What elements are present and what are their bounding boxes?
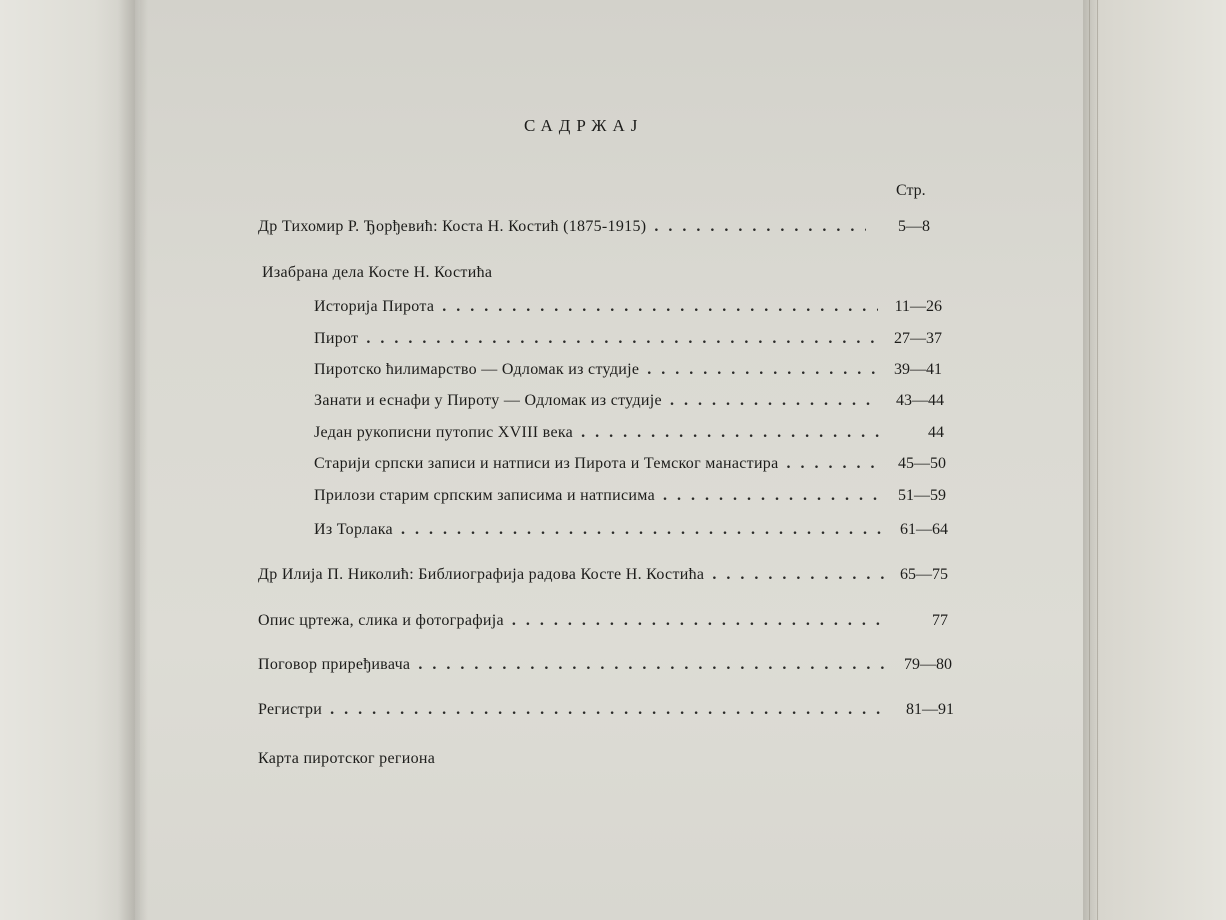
toc-entry-pages: 51—59 — [898, 487, 946, 504]
toc-entry-title: Из Торлака — [314, 521, 393, 538]
toc-entry-pages: 77 — [932, 612, 948, 629]
toc-entry-pages: 79—80 — [904, 656, 952, 673]
toc-leader-dots — [330, 701, 890, 719]
toc-entry-pages: 5—8 — [898, 218, 930, 235]
toc-entry-pages: 27—37 — [894, 330, 942, 347]
toc-entry-title: Опис цртежа, слика и фотографија — [258, 612, 504, 629]
toc-entry-pages: 65—75 — [900, 566, 948, 583]
toc-leader-dots — [654, 218, 866, 236]
toc-entry-title: Др Илија П. Николић: Библиографија радова Косте Н. Костића — [258, 566, 705, 583]
toc-leader-dots — [581, 424, 880, 442]
toc-entry — [314, 455, 946, 473]
toc-entry-title: Један рукописни путопис XVIII века — [314, 424, 574, 441]
toc-leader-dots — [366, 330, 878, 348]
toc-entry-title: Поговор приређивача — [258, 656, 411, 673]
toc-entry-pages: 39—41 — [894, 361, 942, 378]
toc-entry — [258, 612, 948, 630]
toc-entry-pages: 44 — [928, 424, 944, 441]
toc-entry — [314, 392, 944, 410]
toc-entry-title: Пиротско ћилимарство — Одломак из студије — [314, 361, 640, 378]
toc-entry-title: Пирот — [314, 330, 359, 347]
toc-entry-pages: 61—64 — [900, 521, 948, 538]
page-column-label: Стр. — [896, 182, 926, 199]
toc-leader-dots — [512, 612, 884, 630]
toc-entry-pages: 81—91 — [906, 701, 954, 718]
toc-entry-pages: 11—26 — [894, 298, 942, 315]
toc-section-heading: Изабрана дела Косте Н. Костића — [262, 264, 493, 281]
toc-entry — [258, 566, 948, 584]
toc-entry-title: Др Тихомир Р. Ђорђевић: Коста Н. Костић (1875-1915) — [258, 218, 647, 235]
toc-final-entry: Карта пиротског региона — [258, 750, 436, 767]
toc-leader-dots — [712, 566, 884, 584]
toc-leader-dots — [418, 656, 888, 674]
toc-entry-title: Старији српски записи и натписи из Пирота и Темског манастира — [314, 455, 779, 472]
toc-entry — [314, 330, 942, 348]
toc-entry-title: Занати и еснафи у Пироту — Одломак из студије — [314, 392, 662, 409]
toc-entry — [258, 656, 952, 674]
toc-entry-title: Регистри — [258, 701, 323, 718]
toc-leader-dots — [670, 392, 880, 410]
toc-leader-dots — [442, 298, 878, 316]
toc-leader-dots — [663, 487, 882, 505]
toc-entry — [314, 298, 942, 316]
contents-heading: САДРЖАЈ — [524, 116, 644, 135]
toc-entry-title: Историја Пирота — [314, 298, 435, 315]
toc-entry — [258, 701, 954, 719]
toc-entry-pages: 43—44 — [896, 392, 944, 409]
toc-leader-dots — [787, 455, 882, 473]
toc-entry-pages: 45—50 — [898, 455, 946, 472]
toc-entry — [314, 361, 942, 379]
toc-leader-dots — [401, 521, 884, 539]
toc-entry — [314, 487, 946, 505]
toc-leader-dots — [647, 361, 878, 379]
toc-entry-title: Прилози старим српским записима и натписима — [314, 487, 656, 504]
toc-entry — [314, 521, 948, 539]
toc-entry — [258, 218, 930, 236]
toc-entry — [314, 424, 944, 442]
